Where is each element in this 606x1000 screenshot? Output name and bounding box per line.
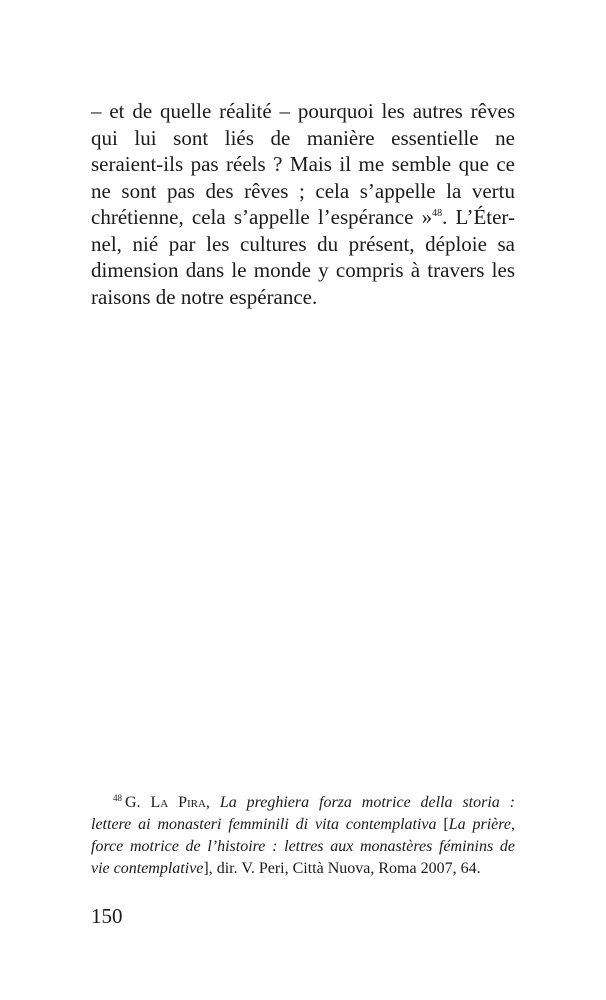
footnote-translation-italic: La prière, (448, 816, 516, 833)
body-line-text: . L’Éter- (442, 205, 515, 229)
body-line: seraient-ils pas réels ? Mais il me semble que ce (91, 152, 515, 176)
footnote-bracket: [ (436, 816, 449, 833)
footnote-number: 48 (113, 793, 122, 803)
footnote-line (91, 814, 515, 836)
body-line: ne sont pas des rêves ; cela s’appelle la vertu (91, 178, 515, 203)
body-paragraph (91, 98, 515, 310)
footnote-publication-info: ], dir. V. Peri, Città Nuova, Roma 2007, 64. (203, 860, 481, 877)
footnote-line (91, 836, 515, 858)
footnote-title-italic: lettere ai monasteri femminili di vita contemplativa (91, 816, 437, 833)
footnote-line (91, 792, 515, 814)
body-line: nel, nié par les cultures du présent, déploie sa (91, 231, 515, 256)
body-line: – et de quelle réalité – pourquoi les autres rêves (91, 99, 515, 123)
footnote-reference[interactable]: 48 (432, 208, 443, 219)
footnote-author-initial: G. (125, 794, 151, 811)
footnote-author-name: La Pira (150, 794, 206, 811)
footnote-translation-italic: vie contemplative (91, 860, 204, 877)
footnote-title-italic: La preghiera forza motrice della storia : (219, 794, 516, 811)
footnote-line (91, 858, 515, 880)
body-line: raisons de notre espérance. (91, 284, 318, 309)
body-line (91, 204, 515, 231)
body-line: dimension dans le monde y compris à travers les (91, 258, 515, 282)
footnote-translation-italic: force motrice de l’histoire : lettres aux monastères féminins de (91, 838, 515, 855)
page-number: 150 (91, 904, 123, 928)
footnote (91, 792, 515, 880)
body-line-text: chrétienne, cela s’appelle l’espérance » (91, 205, 433, 229)
footnote-separator: , (205, 794, 220, 811)
body-line: qui lui sont liés de manière essentielle ne (91, 125, 515, 150)
